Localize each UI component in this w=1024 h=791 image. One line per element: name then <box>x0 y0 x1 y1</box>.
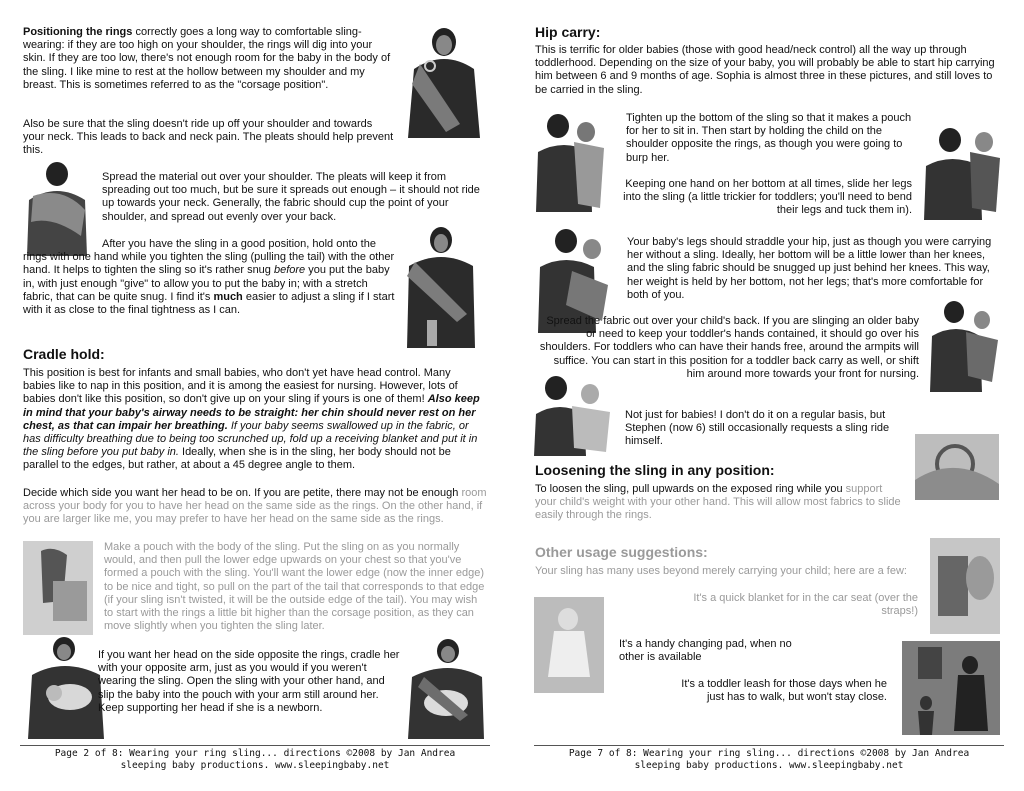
photo-woman-tightening-sling <box>397 224 485 348</box>
rings-lead: Positioning the rings <box>23 26 133 38</box>
tighten-text-c: you put the baby in, with just enough "give" to allow you to put the baby in; with a stretch fabric, that can be quite snug. I find it's <box>23 264 390 303</box>
cradle-blanket-tip: If your baby seems swallowed up in the fabric, or has difficulty breathing due to being too scrunched up, fold up a receiving blanket and put it in the sling before you put baby in. <box>23 419 478 459</box>
footer-rule <box>20 745 490 746</box>
cradle-text-a: This position is best for infants and small babies, who don't yet have head control. Many babies like to nap in this position, and it is among the easiest for nursing. However, lots of babies don't like this position, so don't give up on your sling if yours is one of them! <box>23 367 458 406</box>
loosen-paragraph <box>535 483 905 523</box>
changing-pad-paragraph: It's a handy changing pad, when no other is available <box>619 638 792 664</box>
photo-woman-sling-front <box>400 24 488 138</box>
photo-ring-closeup <box>915 434 999 500</box>
page-7 <box>512 0 1024 791</box>
rings-text: correctly goes a long way to comfortable sling-wearing: if they are too high on your shoulder, the rings will dig into your skin. If they are too low, there's not enough room for the baby in the body of the sling. I like mine to rest at the hollow between my shoulder and my breast. This is sometimes referred to as the "corsage position". <box>23 26 391 91</box>
page-footer <box>20 748 490 772</box>
opposite-side-paragraph: If you want her head on the side opposite the rings, cradle her with your opposite arm, just as you would if you weren't wearing the sling. Open the sling with your other hand, and slip the baby into the pouch with your arm still around her. Keep supporting her head if she is a newborn. <box>98 649 400 714</box>
straddle-paragraph: Your baby's legs should straddle your hip, just as though you were carrying her without a sling. Ideally, her bottom will be a little lower than her knees, and the sling fabric should be snugged up just behind her knees. This way, her weight is held by her bottom, not her legs; that's more comfortable for both of you. <box>627 236 992 301</box>
decide-text-a: Decide which side you want her head to be on. If you are petite, there may not be enough <box>23 487 459 499</box>
footer-rule <box>534 745 1004 746</box>
hip-carry-heading: Hip carry: <box>535 24 601 40</box>
footer-copyright: Page 7 of 8: Wearing your ring sling... directions ©2008 by Jan Andrea <box>568 748 970 759</box>
tighten-text-e: easier to adjust a sling if I start with it as close to the final tightness as I can. <box>23 290 395 317</box>
blanket-paragraph: It's a quick blanket for in the car seat (over the straps!) <box>693 592 918 618</box>
photo-legs-into-sling <box>922 122 1004 220</box>
photo-stephen-sling-ride <box>534 372 612 456</box>
toddler-leash-paragraph: It's a toddler leash for those days when he just has to walk, but won't stay close. <box>681 678 887 704</box>
decide-paragraph <box>23 487 493 527</box>
photo-making-pouch <box>23 541 93 635</box>
other-usage-heading: Other usage suggestions: <box>535 544 708 560</box>
photo-car-seat-blanket <box>930 538 1000 634</box>
cradle-hold-heading: Cradle hold: <box>23 346 105 362</box>
tighten-emphasis-much: much <box>213 290 243 303</box>
cradle-text-d: Ideally, when she is in the sling, her body should not be parallel to the edges, but rather, at about a 45 degree angle to them. <box>23 446 451 472</box>
tighten-paragraph <box>23 238 395 317</box>
photo-cradle-baby-right <box>404 637 488 739</box>
keep-hand-paragraph: Keeping one hand on her bottom at all times, slide her legs into the sling (a little trickier for toddlers; you'll need to bend their legs and tuck them in). <box>623 178 912 217</box>
spread-paragraph: Spread the material out over your shoulder. The pleats will keep it from spreading out too much, but be sure it spreads out enough – it should not ride up towards your neck. Generally, the fabric should cup the point of your shoulder, and spread out evenly over your back. <box>102 171 480 223</box>
pouch-paragraph: Make a pouch with the body of the sling. Put the sling on as you normally would, and then pull the lower edge upwards on your chest so that you've formed a pouch with the sling. You'll want the lower edge (now the inner edge) to be nice and tight, so pull on the part of the tail that corresponds to that edge (if your sling isn't twisted, it will be the outside edge of the tail). You may wish to start with the rings a little bit higher than the corsage position, as they can move slightly when you tighten the sling later. <box>104 541 485 633</box>
loosen-text-b: support your child's weight with your other hand. This will allow most fabrics to slide easily through the rings. <box>535 483 901 522</box>
footer-website: sleeping baby productions. www.sleepingbaby.net <box>634 760 904 771</box>
tighten-text-a: After you have the sling in a good position, hold onto the rings with one hand while you tighten the sling (pulling the tail) with the other hand. It helps to tighten the sling so it's rather snug <box>23 238 395 277</box>
other-usage-paragraph: Your sling has many uses beyond merely carrying your child; here are a few: <box>535 565 907 577</box>
photo-toddler-leash <box>902 641 1000 735</box>
photo-burp-position <box>534 108 612 212</box>
cradle-paragraph <box>23 367 483 473</box>
photo-toddler-hip-carry <box>930 296 1000 392</box>
pleats-paragraph: Also be sure that the sling doesn't ride up off your shoulder and towards your neck. This leads to back and neck pain. The pleats should help prevent this. <box>23 118 394 157</box>
footer-copyright: Page 2 of 8: Wearing your ring sling... directions ©2008 by Jan Andrea <box>54 748 456 759</box>
page-footer <box>534 748 1004 772</box>
photo-cradle-baby-left <box>24 635 108 739</box>
not-just-babies-paragraph: Not just for babies! I don't do it on a regular basis, but Stephen (now 6) still occasionally requests a sling ride himself. <box>625 409 890 448</box>
spread-back-paragraph: Spread the fabric out over your child's back. If you are slinging an older baby or need to keep your toddler's hands contained, it should go over his shoulders. For toddlers who can have their hands free, around the armpits will suffice. You can start in this position for a toddler back carry as well, or shift him around more towards your front for nursing. <box>539 315 919 380</box>
tighten-emphasis-before: before <box>273 264 306 277</box>
decide-text-b: room across your body for you to have her head on the same side as the rings. On the other hand, if you are larger like me, you may prefer to have her head on the same side as the rings. <box>23 487 487 526</box>
footer-website: sleeping baby productions. www.sleepingbaby.net <box>120 760 390 771</box>
hip-paragraph: This is terrific for older babies (those with good head/neck control) all the way up through toddlerhood. Depending on the size of your baby, you will probably be able to start hip carrying him between 6 and 9 months of age. Sophia is almost three in these pictures, and still loves to be carried in the sling. <box>535 44 995 96</box>
rings-paragraph <box>23 26 395 92</box>
photo-changing-pad <box>534 597 604 693</box>
tighten-bottom-paragraph: Tighten up the bottom of the sling so that it makes a pouch for her to sit in. Then start by holding the child on the shoulder opposite the rings, as though you were going to burp her. <box>626 112 912 164</box>
loosen-text-a: To loosen the sling, pull upwards on the exposed ring while you <box>535 483 843 495</box>
loosening-heading: Loosening the sling in any position: <box>535 462 775 478</box>
cradle-airway-warning: Also keep in mind that your baby's airway needs to be straight: her chin should never rest on her chest, as that can impair her breathing. <box>23 393 480 432</box>
